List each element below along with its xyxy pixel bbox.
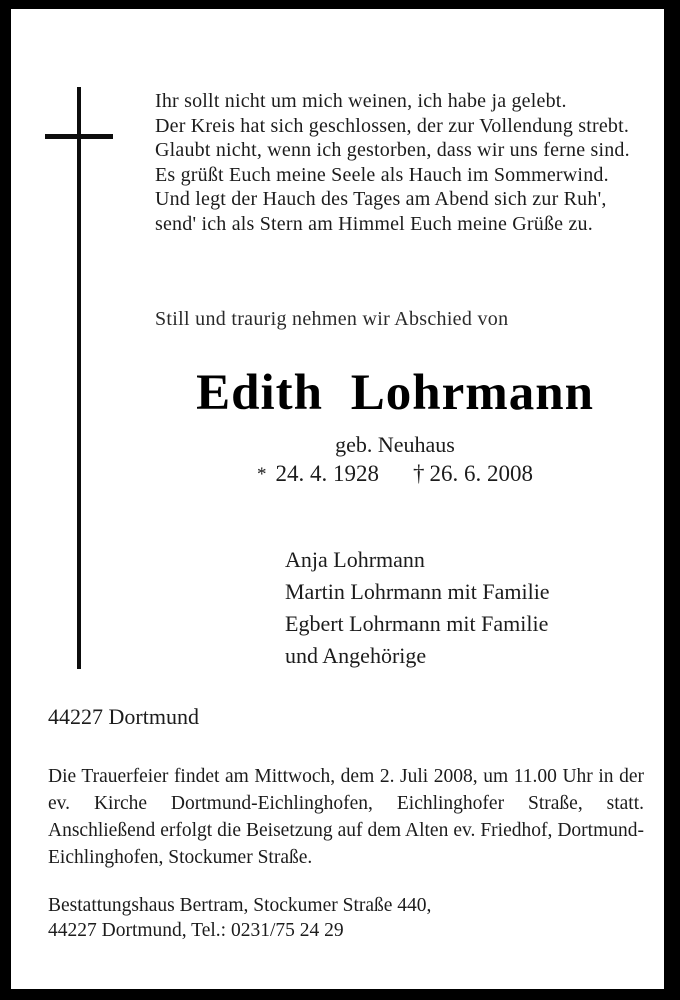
memorial-poem	[155, 89, 630, 236]
mourner-name: Anja Lohrmann	[285, 547, 425, 572]
maiden-name: geb. Neuhaus	[335, 432, 455, 457]
poem-line: Es grüßt Euch meine Seele als Hauch im Sommerwind.	[155, 163, 609, 186]
poem-line: Der Kreis hat sich geschlossen, der zur Vollendung strebt.	[155, 114, 630, 137]
notice-paper	[11, 9, 664, 989]
cross-horizontal-bar	[45, 134, 113, 139]
mourners-list	[285, 544, 550, 672]
mourner-name: und Angehörige	[285, 643, 427, 668]
poem-line: send' ich als Stern am Himmel Euch meine Grüße zu.	[155, 212, 593, 235]
funeral-home-line: Bestattungshaus Bertram, Stockumer Straße 440,	[48, 895, 432, 916]
funeral-home-line: 44227 Dortmund, Tel.: 0231/75 24 29	[48, 920, 344, 941]
birth-star-symbol: *	[257, 464, 267, 485]
poem-line: Und legt der Hauch des Tages am Abend sich zur Ruh',	[155, 188, 607, 210]
cross-vertical-bar	[77, 87, 81, 669]
life-dates	[140, 461, 650, 487]
mourner-name: Egbert Lohrmann mit Familie	[285, 611, 549, 636]
mourner-name: Martin Lohrmann mit Familie	[285, 579, 550, 604]
death-date: 26. 6. 2008	[429, 461, 533, 486]
farewell-intro: Still und traurig nehmen wir Abschied von	[155, 308, 509, 330]
city-line: 44227 Dortmund	[48, 704, 199, 729]
funeral-home-address	[48, 893, 431, 943]
death-date-group	[413, 461, 533, 486]
poem-line: Glaubt nicht, wenn ich gestorben, dass wir uns ferne sind.	[155, 139, 630, 161]
death-cross-symbol: †	[413, 461, 425, 486]
deceased-name: Edith Lohrmann	[196, 365, 594, 421]
funeral-details: Die Trauerfeier findet am Mittwoch, dem 2. Juli 2008, um 11.00 Uhr in der ev. Kirche Dortmund-Eichlinghofen, Eichlinghofer Straße, statt. Anschließend erfolgt die Beisetzung auf dem Alten ev. Friedhof, Dortmund-Eichlinghofen, Stockumer Straße.	[48, 766, 644, 868]
birth-date-group	[257, 461, 379, 486]
birth-date: 24. 4. 1928	[275, 461, 379, 486]
poem-line: Ihr sollt nicht um mich weinen, ich habe ja gelebt.	[155, 90, 567, 112]
